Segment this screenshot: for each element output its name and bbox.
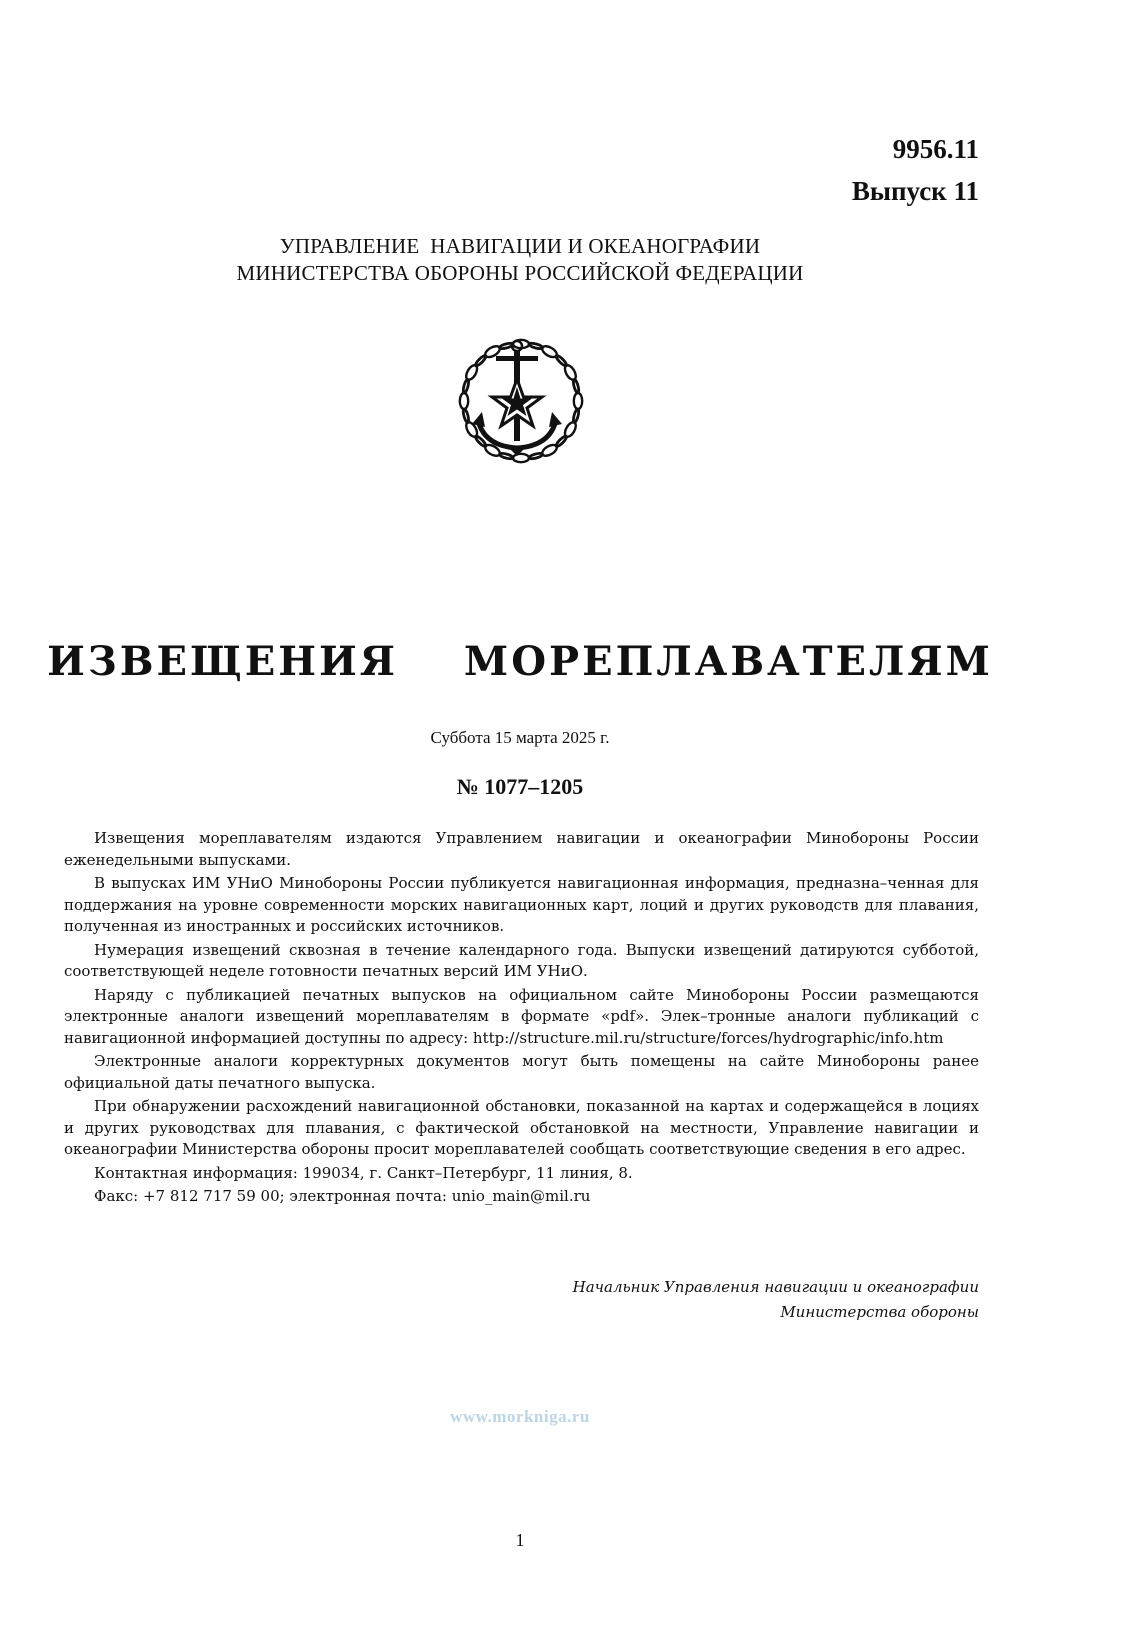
chain-link [572, 408, 579, 423]
doc-code: 9956.11 [892, 134, 979, 164]
signature-line-1: Начальник Управления навигации и океанографии [572, 1278, 979, 1296]
chain-link [513, 454, 529, 462]
signature-block [573, 1275, 979, 1325]
org-line-2: МИНИСТЕРСТВА ОБОРОНЫ РОССИЙСКОЙ ФЕДЕРАЦИИ [236, 261, 804, 285]
paragraph: При обнаружении расхождений навигационной обстановки, показанной на картах и содержащейся в лоциях и других руководствах для плавания, с фактической обстановкой на местности, Управление навигации и океанографии Министерства обороны просит мореплавателей сообщать соответствующие сведения в его адрес. [64, 1097, 979, 1158]
chain-link [528, 342, 543, 349]
signature-line-2: Министерства обороны [780, 1303, 979, 1321]
watermark: www.morkniga.ru [450, 1407, 590, 1426]
chain-link [462, 408, 469, 423]
issue-number: Выпуск 11 [851, 176, 979, 206]
anchor-star-chain-emblem-icon [454, 334, 588, 468]
chain-link [499, 452, 514, 459]
paragraph: Нумерация извещений сквозная в течение календарного года. Выпуски извещений датируются субботой, соответствующей неделе готовности печатных версий ИМ УНиО. [64, 940, 979, 980]
organization-name [0, 233, 1040, 287]
page-number: 1 [515, 1530, 525, 1550]
document-header-code [852, 128, 979, 212]
paragraph: Электронные аналоги корректурных документов могут быть помещены на сайте Минобороны ранее официальной даты печатного выпуска. [64, 1052, 979, 1092]
chain-link [462, 379, 469, 394]
body-text [64, 828, 979, 1210]
notice-number-range: № 1077–1205 [456, 774, 584, 799]
paragraph: В выпусках ИМ УНиО Минобороны России публикуется навигационная информация, предназна–ченная для поддержания на уровне современности морских навигационных карт, лоций и других руководств для плавания, полученная из иностранных и российских источников. [64, 874, 979, 935]
contact-address: Контактная информация: 199034, г. Санкт–Петербург, 11 линия, 8. [94, 1163, 633, 1182]
chain-link [460, 393, 468, 409]
chain-link [528, 452, 543, 459]
chain-link [574, 393, 582, 409]
chain-link [572, 379, 579, 394]
paragraph: Наряду с публикацией печатных выпусков на официальном сайте Минобороны России размещаются электронные аналоги извещений мореплавателям в формате «pdf». Элек–тронные аналоги публикаций с навигационной информацией доступны по адресу: http://structure.mil.ru/structure/forces/hydrographic/info.htm [64, 985, 979, 1047]
contact-fax-email: Факс: +7 812 717 59 00; электронная почта: unio_main@mil.ru [94, 1187, 591, 1205]
org-line-1: УПРАВЛЕНИЕ НАВИГАЦИИ И ОКЕАНОГРАФИИ [279, 234, 761, 258]
main-title: ИЗВЕЩЕНИЯ МОРЕПЛАВАТЕЛЯМ [47, 638, 993, 685]
paragraph: Извещения мореплавателям издаются Управлением навигации и океанографии Минобороны России еженедельными выпусками. [64, 829, 979, 869]
issue-date: Суббота 15 марта 2025 г. [430, 728, 610, 747]
